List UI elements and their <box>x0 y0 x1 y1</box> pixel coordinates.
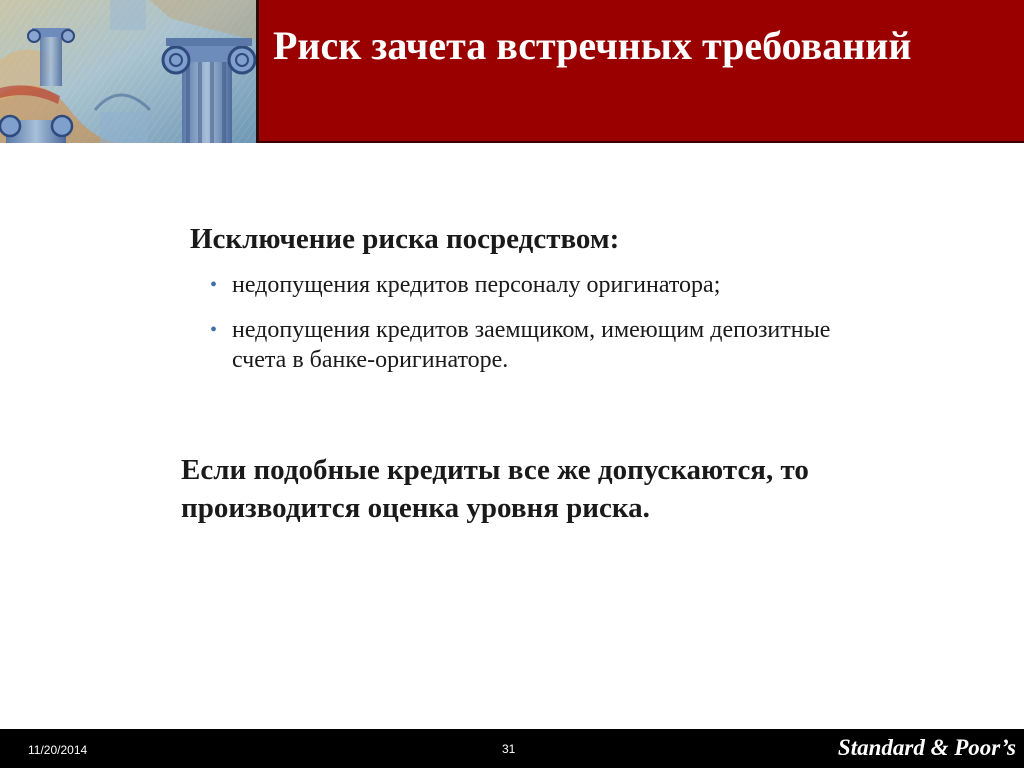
footer <box>0 729 1024 768</box>
title-band <box>259 0 1024 143</box>
section-heading: Исключение риска посредством: <box>190 223 620 255</box>
column-icon <box>0 116 72 143</box>
header-illustration <box>0 0 256 143</box>
page-number: 31 <box>502 742 516 756</box>
brand-logo: Standard & Poor’s <box>837 735 1016 760</box>
bullet-text: недопущения кредитов заемщиком, имеющим депозитные счета в банке-оригинаторе. <box>232 317 831 373</box>
bullet-icon: • <box>210 274 218 296</box>
bullet-list <box>208 270 848 390</box>
list-item <box>208 270 848 300</box>
slide-title: Риск зачета встречных требований <box>273 23 912 68</box>
list-item <box>208 315 848 375</box>
footer-date: 11/20/2014 <box>28 743 88 757</box>
bullet-icon: • <box>210 319 218 341</box>
bullet-text: недопущения кредитов персоналу оригинатора; <box>232 272 721 298</box>
conclusion-text: Если подобные кредиты все же допускаются, то производится оценка уровня риска. <box>181 454 809 524</box>
columns-banknote-image <box>0 0 256 143</box>
